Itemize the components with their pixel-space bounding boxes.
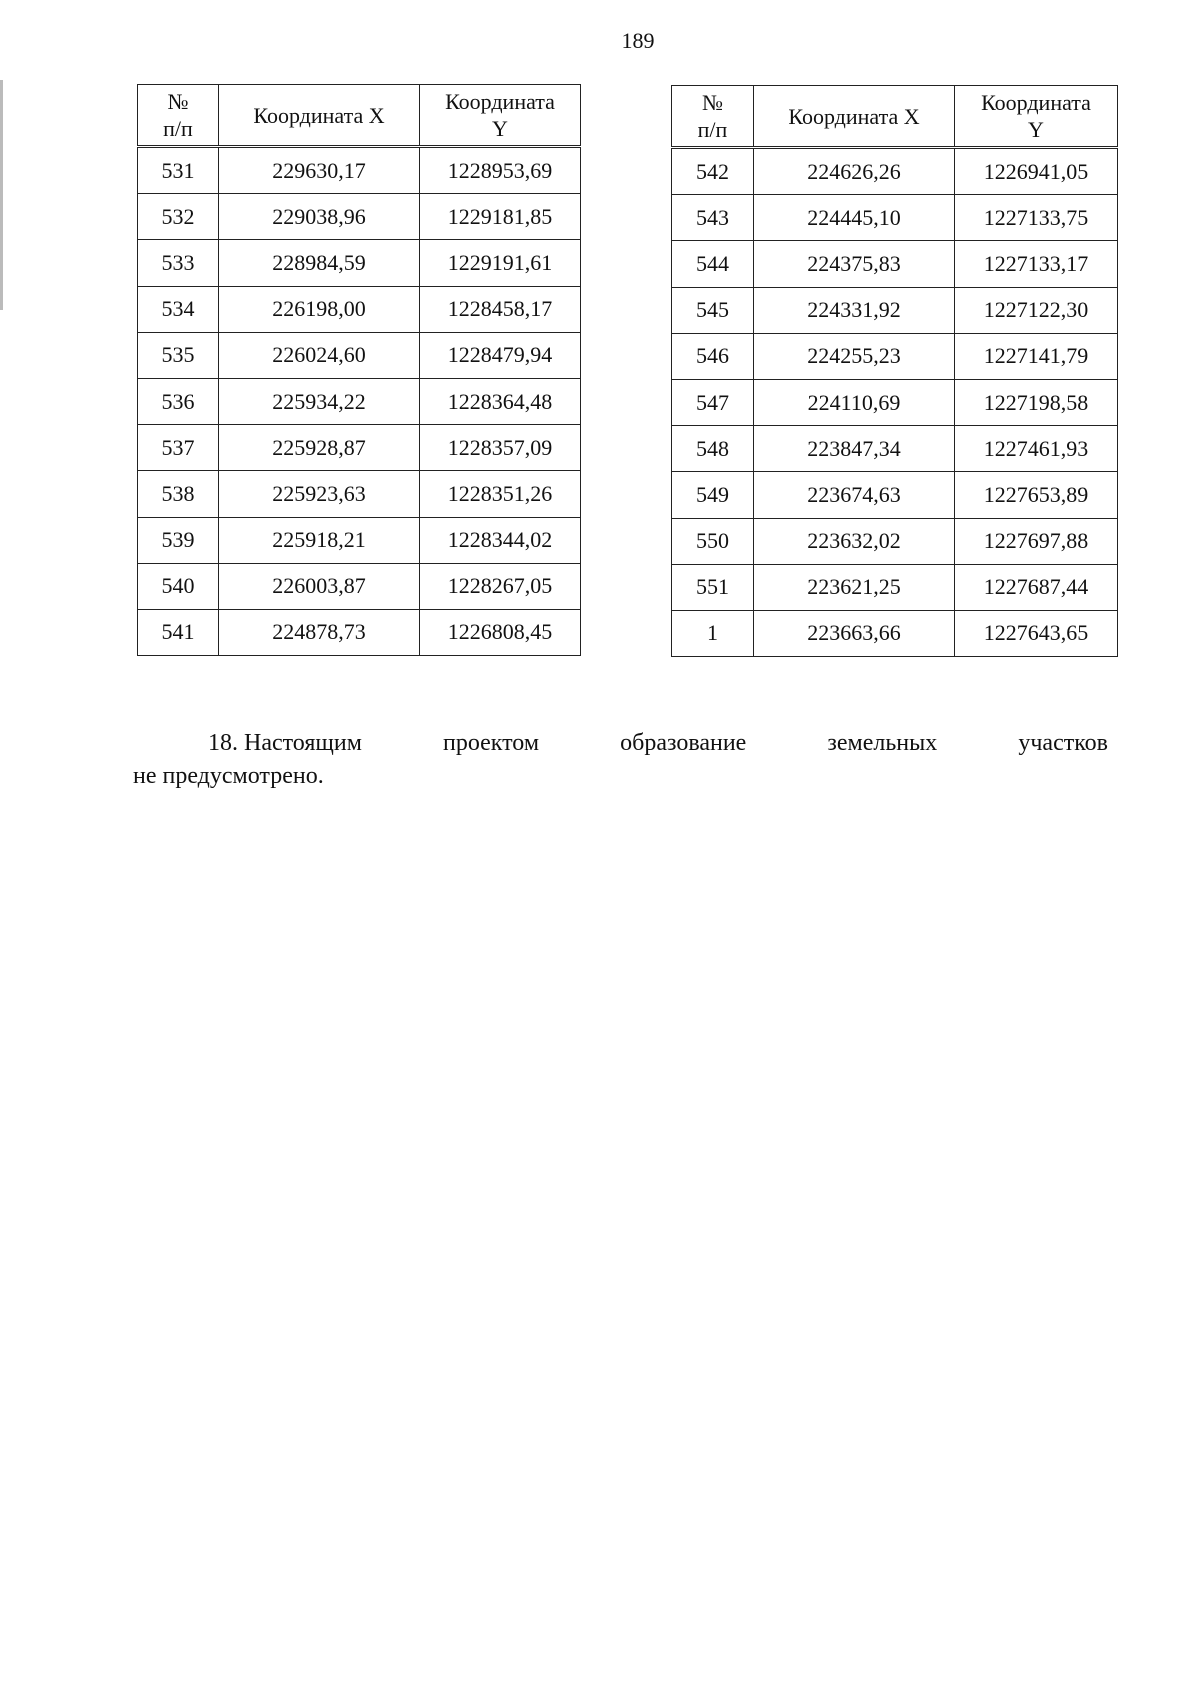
cell-num: 541 bbox=[138, 609, 219, 655]
header-num bbox=[138, 85, 219, 147]
cell-x: 223621,25 bbox=[754, 564, 955, 610]
cell-x: 224375,83 bbox=[754, 241, 955, 287]
cell-y: 1227461,93 bbox=[955, 426, 1118, 472]
cell-y: 1227133,17 bbox=[955, 241, 1118, 287]
cell-x: 223847,34 bbox=[754, 426, 955, 472]
cell-y: 1227687,44 bbox=[955, 564, 1118, 610]
cell-y: 1228351,26 bbox=[420, 471, 581, 517]
header-num-line1: № bbox=[167, 89, 189, 114]
cell-y: 1227697,88 bbox=[955, 518, 1118, 564]
table-row bbox=[672, 564, 1118, 610]
paragraph-word: участков bbox=[1018, 730, 1108, 756]
cell-y: 1227198,58 bbox=[955, 379, 1118, 425]
cell-x: 224626,26 bbox=[754, 148, 955, 195]
header-num bbox=[672, 86, 754, 148]
cell-x: 224878,73 bbox=[219, 609, 420, 655]
cell-num: 1 bbox=[672, 610, 754, 656]
header-num-line1: № bbox=[702, 90, 723, 115]
cell-x: 226003,87 bbox=[219, 563, 420, 609]
cell-num: 540 bbox=[138, 563, 219, 609]
table-row bbox=[138, 517, 581, 563]
table-row bbox=[138, 425, 581, 471]
cell-num: 538 bbox=[138, 471, 219, 517]
table-row bbox=[672, 518, 1118, 564]
cell-x: 223674,63 bbox=[754, 472, 955, 518]
table-body bbox=[672, 148, 1118, 657]
cell-y: 1228364,48 bbox=[420, 378, 581, 424]
cell-num: 542 bbox=[672, 148, 754, 195]
cell-x: 223663,66 bbox=[754, 610, 955, 656]
table-row bbox=[138, 563, 581, 609]
cell-x: 224255,23 bbox=[754, 333, 955, 379]
header-y-line1: Координата bbox=[445, 89, 555, 114]
cell-num: 550 bbox=[672, 518, 754, 564]
cell-x: 228984,59 bbox=[219, 240, 420, 286]
table-row bbox=[672, 287, 1118, 333]
cell-num: 544 bbox=[672, 241, 754, 287]
table-row bbox=[672, 195, 1118, 241]
cell-num: 549 bbox=[672, 472, 754, 518]
cell-y: 1226808,45 bbox=[420, 609, 581, 655]
cell-num: 546 bbox=[672, 333, 754, 379]
cell-y: 1227122,30 bbox=[955, 287, 1118, 333]
cell-y: 1227141,79 bbox=[955, 333, 1118, 379]
cell-x: 223632,02 bbox=[754, 518, 955, 564]
coordinates-table-right bbox=[671, 85, 1118, 657]
cell-num: 547 bbox=[672, 379, 754, 425]
paragraph-word: проектом bbox=[442, 730, 540, 756]
table-row bbox=[672, 472, 1118, 518]
cell-y: 1227653,89 bbox=[955, 472, 1118, 518]
cell-x: 224331,92 bbox=[754, 287, 955, 333]
paragraph-line-2: не предусмотрено. bbox=[133, 763, 324, 789]
cell-x: 225928,87 bbox=[219, 425, 420, 471]
table-row bbox=[138, 332, 581, 378]
table-row bbox=[672, 241, 1118, 287]
table-row bbox=[672, 148, 1118, 195]
table-row bbox=[138, 609, 581, 655]
cell-x: 224110,69 bbox=[754, 379, 955, 425]
cell-num: 534 bbox=[138, 286, 219, 332]
cell-x: 225923,63 bbox=[219, 471, 420, 517]
page-number: 189 bbox=[621, 28, 655, 53]
cell-x: 229038,96 bbox=[219, 194, 420, 240]
header-y bbox=[420, 85, 581, 147]
cell-y: 1226941,05 bbox=[955, 148, 1118, 195]
cell-num: 536 bbox=[138, 378, 219, 424]
cell-num: 533 bbox=[138, 240, 219, 286]
header-y-line2: Y bbox=[492, 116, 508, 141]
cell-y: 1228267,05 bbox=[420, 563, 581, 609]
table-row bbox=[138, 378, 581, 424]
header-num-line2: п/п bbox=[697, 117, 728, 142]
cell-num: 539 bbox=[138, 517, 219, 563]
cell-x: 226198,00 bbox=[219, 286, 420, 332]
paragraph-18 bbox=[133, 727, 1108, 793]
cell-y: 1227133,75 bbox=[955, 195, 1118, 241]
table-header-row bbox=[672, 86, 1118, 148]
header-y-line2: Y bbox=[1028, 117, 1044, 142]
table-row bbox=[672, 426, 1118, 472]
cell-num: 543 bbox=[672, 195, 754, 241]
header-num-line2: п/п bbox=[163, 116, 193, 141]
cell-x: 229630,17 bbox=[219, 147, 420, 194]
paragraph-word: образование bbox=[620, 730, 747, 756]
header-x: Координата X bbox=[219, 85, 420, 147]
cell-num: 537 bbox=[138, 425, 219, 471]
cell-y: 1228479,94 bbox=[420, 332, 581, 378]
table-row bbox=[138, 240, 581, 286]
cell-num: 531 bbox=[138, 147, 219, 194]
table-row bbox=[672, 333, 1118, 379]
table-row bbox=[672, 610, 1118, 656]
cell-x: 225934,22 bbox=[219, 378, 420, 424]
cell-num: 535 bbox=[138, 332, 219, 378]
cell-num: 545 bbox=[672, 287, 754, 333]
table-body bbox=[138, 147, 581, 656]
cell-y: 1228344,02 bbox=[420, 517, 581, 563]
header-x: Координата X bbox=[754, 86, 955, 148]
coordinates-table-left bbox=[137, 84, 581, 656]
cell-y: 1229191,61 bbox=[420, 240, 581, 286]
cell-x: 225918,21 bbox=[219, 517, 420, 563]
cell-y: 1228458,17 bbox=[420, 286, 581, 332]
table-row bbox=[138, 147, 581, 194]
cell-x: 226024,60 bbox=[219, 332, 420, 378]
cell-y: 1227643,65 bbox=[955, 610, 1118, 656]
cell-num: 532 bbox=[138, 194, 219, 240]
paragraph-line-1 bbox=[133, 727, 1108, 760]
paragraph-word: земельных bbox=[827, 730, 938, 756]
cell-y: 1228953,69 bbox=[420, 147, 581, 194]
header-y-line1: Координата bbox=[981, 90, 1091, 115]
cell-y: 1229181,85 bbox=[420, 194, 581, 240]
cell-x: 224445,10 bbox=[754, 195, 955, 241]
header-y bbox=[955, 86, 1118, 148]
table-row bbox=[138, 194, 581, 240]
cell-y: 1228357,09 bbox=[420, 425, 581, 471]
scan-edge-mark bbox=[0, 80, 3, 310]
cell-num: 551 bbox=[672, 564, 754, 610]
paragraph-word: 18. Настоящим bbox=[208, 730, 362, 756]
table-row bbox=[138, 471, 581, 517]
table-row bbox=[672, 379, 1118, 425]
cell-num: 548 bbox=[672, 426, 754, 472]
table-header-row bbox=[138, 85, 581, 147]
table-row bbox=[138, 286, 581, 332]
